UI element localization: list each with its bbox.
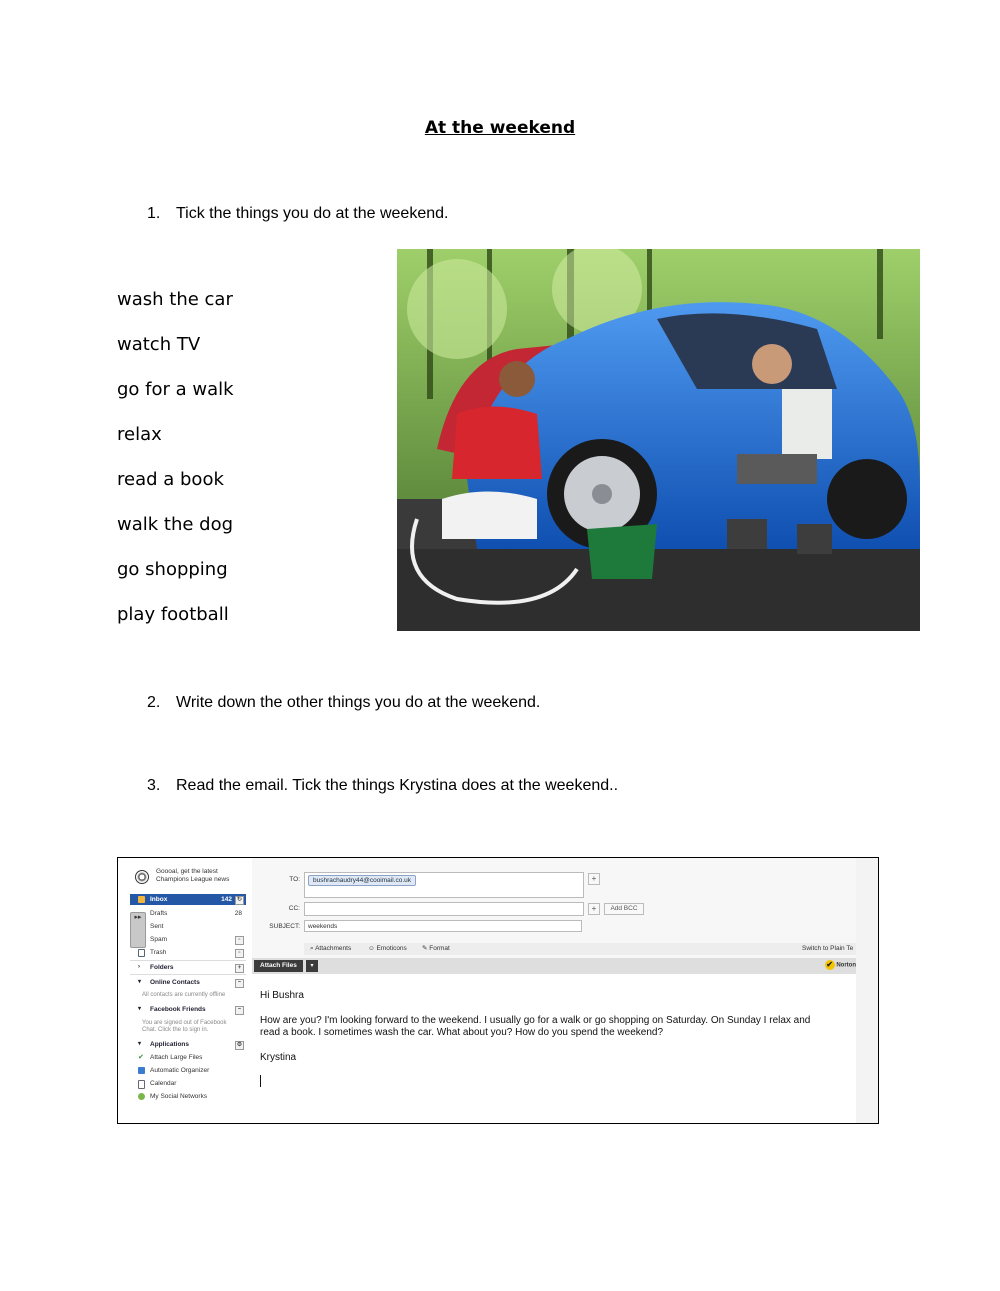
app-label: My Social Networks <box>150 1093 208 1100</box>
contacts-status-icon[interactable]: ~ <box>235 979 244 988</box>
divider <box>130 960 246 961</box>
to-label: TO: <box>289 876 300 883</box>
sidebar-item-trash[interactable] <box>130 947 246 958</box>
question-1 <box>147 205 448 223</box>
app-label: Automatic Organizer <box>150 1067 210 1074</box>
tab-format[interactable]: ✎ Format <box>422 945 450 952</box>
gear-icon[interactable]: ⚙ <box>236 1042 243 1048</box>
activity-item: go for a walk <box>117 379 234 400</box>
cc-label: CC: <box>288 905 300 912</box>
sidebar-item-label: Applications <box>150 1041 190 1048</box>
contacts-note-text: All contacts are currently offline <box>142 992 226 998</box>
football-icon <box>135 870 149 884</box>
question-number: 3. <box>147 777 161 794</box>
question-number: 1. <box>147 205 161 222</box>
activity-item: go shopping <box>117 559 228 580</box>
subject-label: SUBJECT: <box>269 923 300 930</box>
social-networks-icon <box>138 1093 145 1100</box>
tab-attachments[interactable]: ⌕ Attachments <box>310 945 352 952</box>
sidebar-item-label: Sent <box>150 923 164 930</box>
question-2 <box>147 694 540 712</box>
question-text: Tick the things you do at the weekend. <box>176 205 449 222</box>
app-label: Calendar <box>150 1080 177 1087</box>
email-greeting: Hi Bushra <box>260 990 304 1001</box>
email-screenshot <box>117 857 879 1124</box>
promo-text: Goooal, get the latest Champions League news <box>156 868 230 883</box>
sidebar-item-label: Facebook Friends <box>150 1006 206 1013</box>
app-label: Attach Large Files <box>150 1054 203 1061</box>
subject-field[interactable]: weekends <box>304 920 582 932</box>
attach-files-button[interactable]: Attach Files <box>254 960 303 972</box>
activity-item: read a book <box>117 469 224 490</box>
chevron-down-icon: ▾ <box>138 1006 142 1012</box>
sidebar-item-sent[interactable] <box>130 921 246 932</box>
activity-list <box>117 288 234 648</box>
chevron-right-icon: › <box>138 964 140 970</box>
sidebar-item-label: Drafts <box>150 910 168 917</box>
add-cc-button[interactable]: + <box>588 903 600 915</box>
sidebar-item-label: Folders <box>150 964 174 971</box>
email-body[interactable] <box>256 982 856 1108</box>
chevron-down-icon: ▾ <box>138 979 142 985</box>
collapse-handle[interactable]: ▸▸ <box>130 912 146 948</box>
promo-banner[interactable] <box>130 866 246 888</box>
question-text: Read the email. Tick the things Krystina does at the weekend.. <box>176 777 619 794</box>
sidebar-facebook-friends[interactable] <box>130 1004 246 1015</box>
app-my-social-networks[interactable] <box>130 1091 246 1102</box>
app-calendar[interactable] <box>130 1078 246 1089</box>
question-3 <box>147 777 618 795</box>
switch-plain-text-link[interactable]: Switch to Plain Te <box>802 945 854 952</box>
sidebar-item-label: Online Contacts <box>150 979 200 986</box>
email-message: How are you? I'm looking forward to the weekend. I usually go for a walk or go shopping on Saturday. On Sunday I relax and read a book. I sometimes wash the car. What about you? How do you spend the weekend? <box>260 1015 811 1038</box>
to-field[interactable] <box>304 872 584 898</box>
question-number: 2. <box>147 694 161 711</box>
sidebar-item-label: Spam <box>150 936 167 943</box>
chevron-down-icon: ▾ <box>138 1041 142 1047</box>
question-text: Write down the other things you do at the weekend. <box>176 694 541 711</box>
text-cursor <box>260 1075 261 1087</box>
cc-field[interactable] <box>304 902 584 916</box>
car-wash-photo <box>397 249 920 631</box>
sidebar-folders[interactable] <box>130 962 246 973</box>
empty-spam-icon[interactable]: ▫ <box>235 936 244 945</box>
norton-check-icon: ✔ <box>826 960 833 969</box>
sidebar-online-contacts[interactable] <box>130 977 246 988</box>
sidebar-item-inbox[interactable] <box>130 894 246 905</box>
app-automatic-organizer[interactable] <box>130 1065 246 1076</box>
activity-item: play football <box>117 604 229 625</box>
add-folder-icon[interactable]: + <box>235 964 244 973</box>
tab-emoticons[interactable]: ☺ Emoticons <box>368 945 407 952</box>
add-bcc-button[interactable]: Add BCC <box>604 903 644 915</box>
add-to-button[interactable]: + <box>588 873 600 885</box>
facebook-note-text: You are signed out of Facebook Chat. Click the to sign in. <box>142 1020 227 1033</box>
activity-item: wash the car <box>117 289 233 310</box>
sidebar-item-drafts[interactable] <box>130 908 246 919</box>
organizer-icon <box>138 1067 145 1074</box>
divider <box>130 974 246 975</box>
inbox-icon <box>138 896 145 903</box>
trash-icon <box>138 949 145 957</box>
activity-item: walk the dog <box>117 514 234 535</box>
app-attach-large-files[interactable] <box>130 1052 246 1063</box>
sidebar-item-label: Trash <box>150 949 167 956</box>
refresh-icon[interactable]: ↻ <box>236 897 243 903</box>
chevron-down-icon[interactable]: ▾ <box>306 960 318 972</box>
drafts-count: 28 <box>234 910 242 917</box>
sidebar-item-spam[interactable] <box>130 934 246 945</box>
activity-item: watch TV <box>117 334 201 355</box>
recipient-chip[interactable]: bushrachaudry44@cooimail.co.uk <box>308 875 416 886</box>
norton-badge: ✔ Norton <box>826 960 856 969</box>
inbox-count: 142 <box>221 896 232 903</box>
compose-toolbar <box>252 958 856 974</box>
compose-tabs <box>304 943 856 955</box>
right-edge <box>856 858 878 1123</box>
sidebar-applications[interactable] <box>130 1039 246 1050</box>
email-signature: Krystina <box>260 1052 297 1063</box>
activity-item: relax <box>117 424 162 445</box>
facebook-note <box>130 1020 246 1036</box>
facebook-status-icon[interactable]: ~ <box>235 1006 244 1015</box>
calendar-icon <box>138 1080 145 1089</box>
mail-sidebar <box>130 862 246 1114</box>
check-icon: ✔ <box>138 1054 144 1061</box>
sidebar-item-label: Inbox <box>150 896 168 903</box>
worksheet-title: At the weekend <box>424 118 576 138</box>
empty-trash-icon[interactable]: ▫ <box>235 949 244 958</box>
